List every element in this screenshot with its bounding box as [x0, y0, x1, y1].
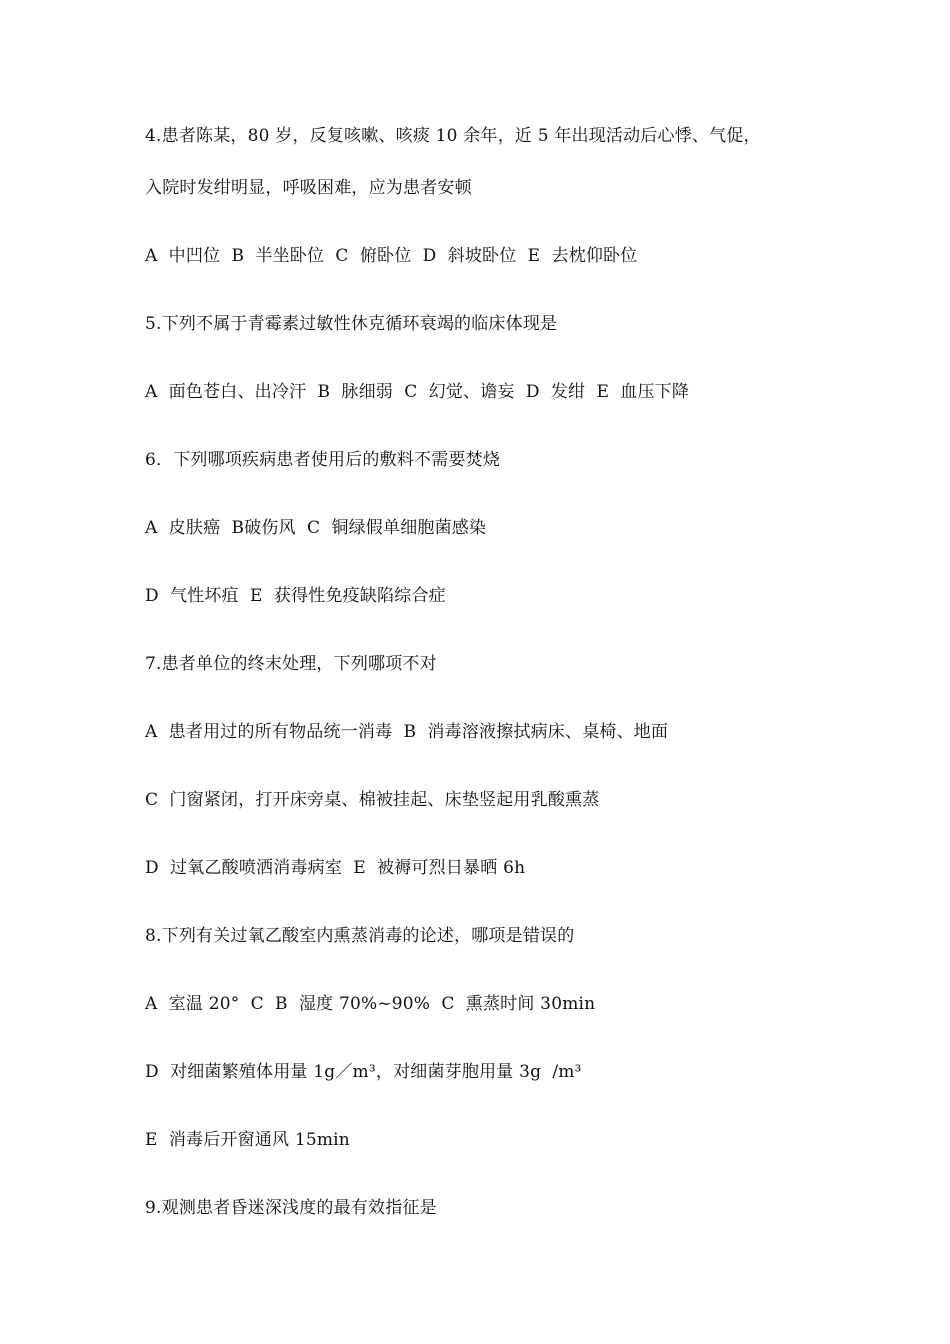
question-8-options-line-2: D 对细菌繁殖体用量 1g／m³，对细菌芽胞用量 3g /m³ — [145, 1062, 582, 1082]
question-5-stem: 5.下列不属于青霉素过敏性休克循环衰竭的临床体现是 — [145, 314, 558, 334]
question-6-options-line-2: D 气性坏疽 E 获得性免疫缺陷综合症 — [145, 586, 446, 606]
question-4-options: A 中凹位 B 半坐卧位 C 俯卧位 D 斜坡卧位 E 去枕仰卧位 — [145, 246, 638, 266]
question-4-stem-line-1: 4.患者陈某，80 岁，反复咳嗽、咳痰 10 余年，近 5 年出现活动后心悸、气促， — [145, 126, 761, 146]
question-6-options-line-1: A 皮肤癌 B破伤风 C 铜绿假单细胞菌感染 — [145, 518, 487, 538]
question-7-options-line-1: A 患者用过的所有物品统一消毒 B 消毒溶液擦拭病床、桌椅、地面 — [145, 722, 669, 742]
question-8-stem: 8.下列有关过氧乙酸室内熏蒸消毒的论述，哪项是错误的 — [145, 926, 575, 946]
question-9-stem: 9.观测患者昏迷深浅度的最有效指征是 — [145, 1198, 437, 1218]
question-7-stem: 7.患者单位的终末处理，下列哪项不对 — [145, 654, 437, 674]
question-6-stem: 6．下列哪项疾病患者使用后的敷料不需要焚烧 — [145, 450, 501, 470]
question-7-options-line-3: D 过氧乙酸喷洒消毒病室 E 被褥可烈日暴晒 6h — [145, 858, 526, 878]
question-5-options: A 面色苍白、出冷汗 B 脉细弱 C 幻觉、谵妄 D 发绀 E 血压下降 — [145, 382, 690, 402]
question-8-options-line-1: A 室温 20° C B 湿度 70%~90% C 熏蒸时间 30min — [145, 994, 596, 1014]
question-8-options-line-3: E 消毒后开窗通风 15min — [145, 1130, 350, 1150]
question-7-options-line-2: C 门窗紧闭，打开床旁桌、棉被挂起、床垫竖起用乳酸熏蒸 — [145, 790, 600, 810]
question-4-stem-line-2: 入院时发绀明显，呼吸困难，应为患者安顿 — [145, 178, 472, 198]
